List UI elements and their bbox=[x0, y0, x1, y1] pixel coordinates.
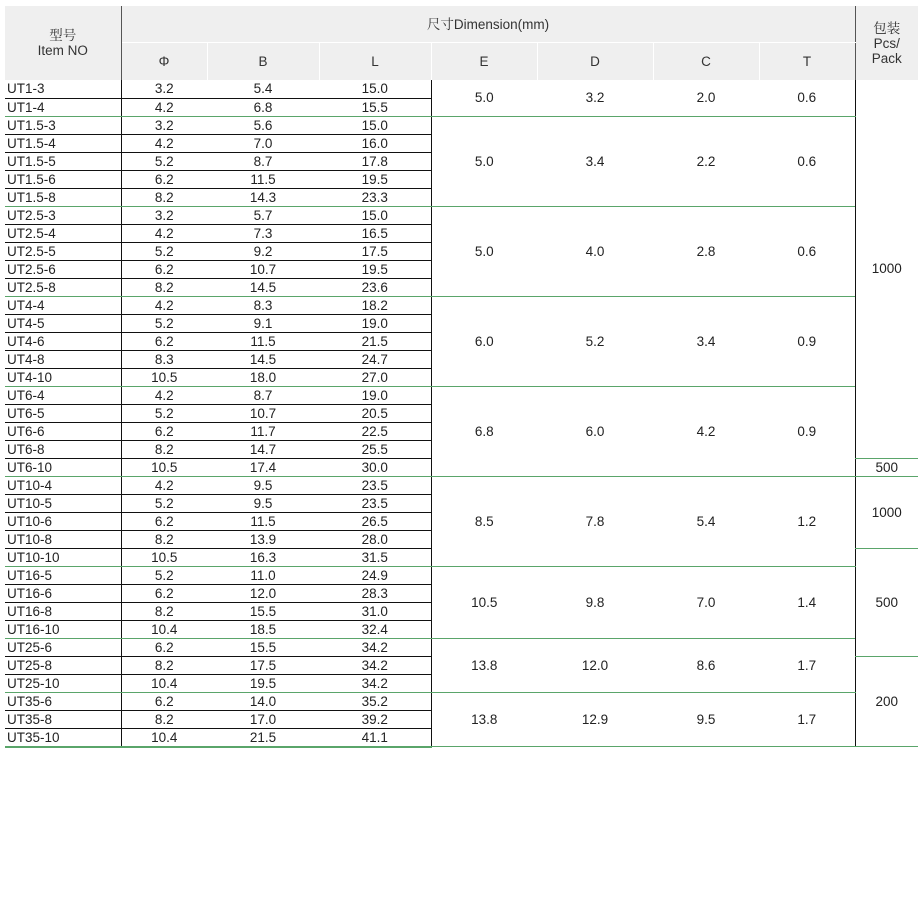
item-no-cell: UT6-8 bbox=[5, 440, 121, 458]
b-cell: 19.5 bbox=[207, 674, 319, 692]
table-row bbox=[5, 566, 918, 584]
phi-cell: 6.2 bbox=[121, 260, 207, 278]
item-no-cell: UT4-5 bbox=[5, 314, 121, 332]
e-cell: 5.0 bbox=[431, 116, 537, 206]
phi-cell: 4.2 bbox=[121, 386, 207, 404]
d-cell: 7.8 bbox=[537, 476, 653, 566]
b-cell: 11.0 bbox=[207, 566, 319, 584]
l-cell: 23.5 bbox=[319, 476, 431, 494]
t-cell: 0.6 bbox=[759, 206, 855, 296]
d-cell: 9.8 bbox=[537, 566, 653, 638]
item-no-cell: UT1.5-3 bbox=[5, 116, 121, 134]
item-no-header-cn: 型号 bbox=[49, 28, 77, 43]
phi-cell: 8.2 bbox=[121, 278, 207, 296]
phi-cell: 3.2 bbox=[121, 80, 207, 98]
d-cell: 6.0 bbox=[537, 386, 653, 476]
phi-cell: 5.2 bbox=[121, 494, 207, 512]
e-cell: 13.8 bbox=[431, 692, 537, 747]
item-no-cell: UT6-5 bbox=[5, 404, 121, 422]
b-cell: 11.5 bbox=[207, 512, 319, 530]
t-cell: 1.7 bbox=[759, 638, 855, 692]
column-header-t: T bbox=[759, 43, 855, 81]
d-cell: 5.2 bbox=[537, 296, 653, 386]
l-cell: 20.5 bbox=[319, 404, 431, 422]
item-no-cell: UT4-4 bbox=[5, 296, 121, 314]
phi-cell: 6.2 bbox=[121, 692, 207, 710]
item-no-cell: UT4-8 bbox=[5, 350, 121, 368]
l-cell: 16.0 bbox=[319, 134, 431, 152]
phi-cell: 3.2 bbox=[121, 206, 207, 224]
phi-cell: 5.2 bbox=[121, 566, 207, 584]
item-no-cell: UT1-3 bbox=[5, 80, 121, 98]
table-body bbox=[5, 80, 918, 747]
phi-cell: 5.2 bbox=[121, 314, 207, 332]
item-no-cell: UT25-6 bbox=[5, 638, 121, 656]
b-cell: 14.3 bbox=[207, 188, 319, 206]
phi-cell: 8.2 bbox=[121, 656, 207, 674]
l-cell: 15.0 bbox=[319, 206, 431, 224]
e-cell: 10.5 bbox=[431, 566, 537, 638]
phi-cell: 8.3 bbox=[121, 350, 207, 368]
table-header bbox=[5, 6, 918, 80]
item-no-cell: UT4-10 bbox=[5, 368, 121, 386]
b-cell: 9.2 bbox=[207, 242, 319, 260]
pack-header-cn: 包装 bbox=[873, 20, 901, 36]
b-cell: 17.5 bbox=[207, 656, 319, 674]
b-cell: 9.5 bbox=[207, 494, 319, 512]
table-row bbox=[5, 386, 918, 404]
phi-cell: 6.2 bbox=[121, 170, 207, 188]
item-no-cell: UT2.5-5 bbox=[5, 242, 121, 260]
l-cell: 41.1 bbox=[319, 728, 431, 747]
d-cell: 3.4 bbox=[537, 116, 653, 206]
l-cell: 19.5 bbox=[319, 170, 431, 188]
b-cell: 11.7 bbox=[207, 422, 319, 440]
e-cell: 8.5 bbox=[431, 476, 537, 566]
l-cell: 24.7 bbox=[319, 350, 431, 368]
l-cell: 31.0 bbox=[319, 602, 431, 620]
l-cell: 28.0 bbox=[319, 530, 431, 548]
l-cell: 23.3 bbox=[319, 188, 431, 206]
pack-qty-cell: 1000 bbox=[855, 476, 918, 548]
d-cell: 4.0 bbox=[537, 206, 653, 296]
l-cell: 30.0 bbox=[319, 458, 431, 476]
column-header-l: L bbox=[319, 43, 431, 81]
c-cell: 2.2 bbox=[653, 116, 759, 206]
column-header-c: C bbox=[653, 43, 759, 81]
phi-cell: 6.2 bbox=[121, 512, 207, 530]
c-cell: 9.5 bbox=[653, 692, 759, 747]
pack-qty-cell: 1000 bbox=[855, 80, 918, 458]
phi-cell: 10.4 bbox=[121, 728, 207, 747]
dimension-header: 尺寸Dimension(mm) bbox=[121, 6, 855, 43]
table-row bbox=[5, 692, 918, 710]
e-cell: 5.0 bbox=[431, 206, 537, 296]
item-no-cell: UT10-4 bbox=[5, 476, 121, 494]
item-no-cell: UT1.5-5 bbox=[5, 152, 121, 170]
phi-cell: 4.2 bbox=[121, 134, 207, 152]
l-cell: 34.2 bbox=[319, 656, 431, 674]
c-cell: 5.4 bbox=[653, 476, 759, 566]
c-cell: 2.8 bbox=[653, 206, 759, 296]
item-no-cell: UT25-8 bbox=[5, 656, 121, 674]
table-row bbox=[5, 296, 918, 314]
phi-cell: 8.2 bbox=[121, 602, 207, 620]
c-cell: 7.0 bbox=[653, 566, 759, 638]
phi-cell: 8.2 bbox=[121, 710, 207, 728]
t-cell: 0.9 bbox=[759, 296, 855, 386]
t-cell: 1.7 bbox=[759, 692, 855, 747]
b-cell: 14.5 bbox=[207, 350, 319, 368]
item-no-cell: UT35-10 bbox=[5, 728, 121, 747]
item-no-cell: UT35-8 bbox=[5, 710, 121, 728]
item-no-cell: UT6-4 bbox=[5, 386, 121, 404]
item-no-cell: UT1.5-6 bbox=[5, 170, 121, 188]
table-row bbox=[5, 116, 918, 134]
t-cell: 0.6 bbox=[759, 116, 855, 206]
l-cell: 39.2 bbox=[319, 710, 431, 728]
b-cell: 18.0 bbox=[207, 368, 319, 386]
item-no-header bbox=[5, 6, 121, 80]
e-cell: 5.0 bbox=[431, 80, 537, 116]
phi-cell: 10.4 bbox=[121, 620, 207, 638]
l-cell: 34.2 bbox=[319, 674, 431, 692]
l-cell: 19.5 bbox=[319, 260, 431, 278]
b-cell: 8.7 bbox=[207, 152, 319, 170]
b-cell: 5.4 bbox=[207, 80, 319, 98]
item-no-cell: UT2.5-8 bbox=[5, 278, 121, 296]
item-no-cell: UT6-10 bbox=[5, 458, 121, 476]
l-cell: 31.5 bbox=[319, 548, 431, 566]
b-cell: 11.5 bbox=[207, 170, 319, 188]
phi-cell: 10.5 bbox=[121, 368, 207, 386]
d-cell: 12.0 bbox=[537, 638, 653, 692]
phi-cell: 8.2 bbox=[121, 188, 207, 206]
b-cell: 8.3 bbox=[207, 296, 319, 314]
b-cell: 5.6 bbox=[207, 116, 319, 134]
l-cell: 19.0 bbox=[319, 386, 431, 404]
l-cell: 24.9 bbox=[319, 566, 431, 584]
table-row bbox=[5, 476, 918, 494]
item-no-cell: UT16-6 bbox=[5, 584, 121, 602]
c-cell: 3.4 bbox=[653, 296, 759, 386]
column-header-d: D bbox=[537, 43, 653, 81]
c-cell: 8.6 bbox=[653, 638, 759, 692]
b-cell: 7.0 bbox=[207, 134, 319, 152]
phi-cell: 6.2 bbox=[121, 638, 207, 656]
table-row bbox=[5, 638, 918, 656]
phi-cell: 4.2 bbox=[121, 224, 207, 242]
item-no-cell: UT1-4 bbox=[5, 98, 121, 116]
b-cell: 14.7 bbox=[207, 440, 319, 458]
d-cell: 3.2 bbox=[537, 80, 653, 116]
b-cell: 15.5 bbox=[207, 638, 319, 656]
e-cell: 13.8 bbox=[431, 638, 537, 692]
phi-cell: 6.2 bbox=[121, 332, 207, 350]
pack-header-en2: Pack bbox=[871, 50, 902, 66]
phi-cell: 6.2 bbox=[121, 584, 207, 602]
pack-qty-cell: 500 bbox=[855, 548, 918, 656]
table-row bbox=[5, 80, 918, 98]
l-cell: 34.2 bbox=[319, 638, 431, 656]
l-cell: 22.5 bbox=[319, 422, 431, 440]
b-cell: 8.7 bbox=[207, 386, 319, 404]
l-cell: 15.0 bbox=[319, 80, 431, 98]
b-cell: 10.7 bbox=[207, 404, 319, 422]
b-cell: 9.1 bbox=[207, 314, 319, 332]
column-header-e: E bbox=[431, 43, 537, 81]
phi-cell: 8.2 bbox=[121, 440, 207, 458]
b-cell: 11.5 bbox=[207, 332, 319, 350]
e-cell: 6.0 bbox=[431, 296, 537, 386]
item-no-cell: UT35-6 bbox=[5, 692, 121, 710]
item-no-cell: UT2.5-3 bbox=[5, 206, 121, 224]
phi-cell: 10.5 bbox=[121, 548, 207, 566]
l-cell: 15.0 bbox=[319, 116, 431, 134]
l-cell: 15.5 bbox=[319, 98, 431, 116]
phi-cell: 10.5 bbox=[121, 458, 207, 476]
item-no-cell: UT2.5-6 bbox=[5, 260, 121, 278]
t-cell: 1.2 bbox=[759, 476, 855, 566]
b-cell: 17.0 bbox=[207, 710, 319, 728]
l-cell: 21.5 bbox=[319, 332, 431, 350]
l-cell: 16.5 bbox=[319, 224, 431, 242]
l-cell: 18.2 bbox=[319, 296, 431, 314]
phi-cell: 5.2 bbox=[121, 242, 207, 260]
item-no-cell: UT2.5-4 bbox=[5, 224, 121, 242]
table-row bbox=[5, 206, 918, 224]
l-cell: 32.4 bbox=[319, 620, 431, 638]
b-cell: 21.5 bbox=[207, 728, 319, 747]
item-no-cell: UT10-6 bbox=[5, 512, 121, 530]
b-cell: 6.8 bbox=[207, 98, 319, 116]
pack-qty-cell: 500 bbox=[855, 458, 918, 476]
t-cell: 0.6 bbox=[759, 80, 855, 116]
t-cell: 1.4 bbox=[759, 566, 855, 638]
b-cell: 9.5 bbox=[207, 476, 319, 494]
item-no-cell: UT4-6 bbox=[5, 332, 121, 350]
l-cell: 23.6 bbox=[319, 278, 431, 296]
item-no-header-en: Item NO bbox=[37, 43, 88, 58]
d-cell: 12.9 bbox=[537, 692, 653, 747]
l-cell: 17.5 bbox=[319, 242, 431, 260]
phi-cell: 4.2 bbox=[121, 476, 207, 494]
item-no-cell: UT16-10 bbox=[5, 620, 121, 638]
t-cell: 0.9 bbox=[759, 386, 855, 476]
item-no-cell: UT16-5 bbox=[5, 566, 121, 584]
l-cell: 23.5 bbox=[319, 494, 431, 512]
e-cell: 6.8 bbox=[431, 386, 537, 476]
b-cell: 12.0 bbox=[207, 584, 319, 602]
l-cell: 35.2 bbox=[319, 692, 431, 710]
b-cell: 5.7 bbox=[207, 206, 319, 224]
phi-cell: 6.2 bbox=[121, 422, 207, 440]
c-cell: 2.0 bbox=[653, 80, 759, 116]
l-cell: 19.0 bbox=[319, 314, 431, 332]
l-cell: 25.5 bbox=[319, 440, 431, 458]
phi-cell: 8.2 bbox=[121, 530, 207, 548]
item-no-cell: UT10-5 bbox=[5, 494, 121, 512]
item-no-cell: UT10-8 bbox=[5, 530, 121, 548]
b-cell: 14.5 bbox=[207, 278, 319, 296]
item-no-cell: UT25-10 bbox=[5, 674, 121, 692]
item-no-cell: UT6-6 bbox=[5, 422, 121, 440]
b-cell: 15.5 bbox=[207, 602, 319, 620]
item-no-cell: UT1.5-4 bbox=[5, 134, 121, 152]
b-cell: 7.3 bbox=[207, 224, 319, 242]
phi-cell: 5.2 bbox=[121, 404, 207, 422]
c-cell: 4.2 bbox=[653, 386, 759, 476]
phi-cell: 5.2 bbox=[121, 152, 207, 170]
item-no-cell: UT1.5-8 bbox=[5, 188, 121, 206]
b-cell: 16.3 bbox=[207, 548, 319, 566]
phi-cell: 4.2 bbox=[121, 296, 207, 314]
b-cell: 14.0 bbox=[207, 692, 319, 710]
l-cell: 27.0 bbox=[319, 368, 431, 386]
column-header-phi: Φ bbox=[121, 43, 207, 81]
b-cell: 17.4 bbox=[207, 458, 319, 476]
phi-cell: 10.4 bbox=[121, 674, 207, 692]
b-cell: 13.9 bbox=[207, 530, 319, 548]
phi-cell: 3.2 bbox=[121, 116, 207, 134]
b-cell: 10.7 bbox=[207, 260, 319, 278]
l-cell: 28.3 bbox=[319, 584, 431, 602]
l-cell: 17.8 bbox=[319, 152, 431, 170]
pack-header bbox=[855, 6, 918, 80]
b-cell: 18.5 bbox=[207, 620, 319, 638]
item-no-cell: UT10-10 bbox=[5, 548, 121, 566]
phi-cell: 4.2 bbox=[121, 98, 207, 116]
column-header-b: B bbox=[207, 43, 319, 81]
spec-table bbox=[5, 6, 918, 748]
l-cell: 26.5 bbox=[319, 512, 431, 530]
pack-qty-cell: 200 bbox=[855, 656, 918, 747]
item-no-cell: UT16-8 bbox=[5, 602, 121, 620]
pack-header-en1: Pcs/ bbox=[873, 35, 900, 51]
